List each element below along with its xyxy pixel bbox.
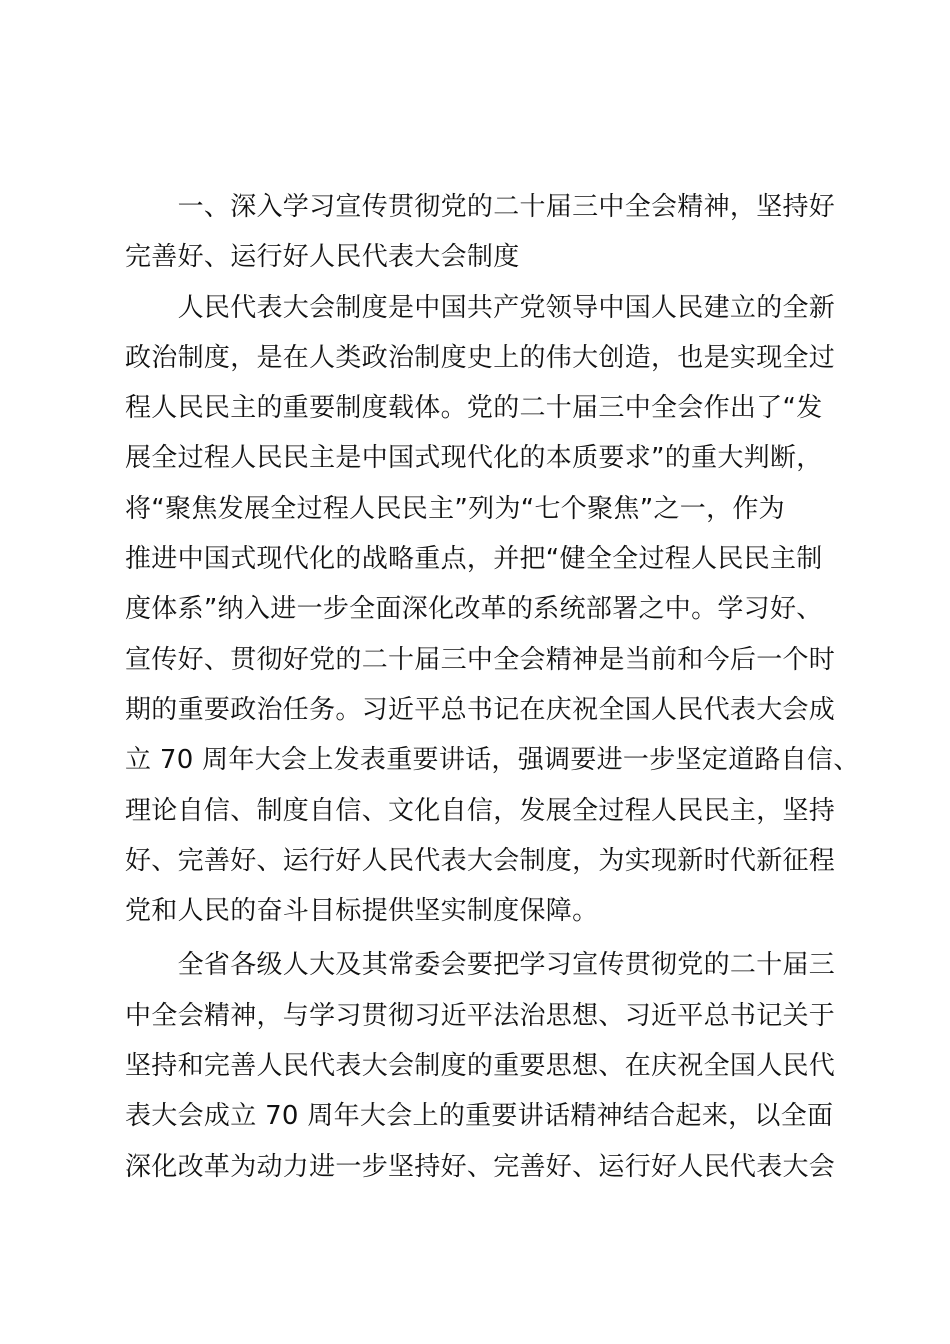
paragraph-line: 程人民民主的重要制度载体。党的二十届三中全会作出了“发 <box>125 393 823 424</box>
paragraph-2 <box>125 940 837 1191</box>
section-heading <box>125 182 837 283</box>
paragraph-1 <box>125 283 860 937</box>
paragraph-line: 表大会成立 70 周年大会上的重要讲话精神结合起来，以全面 <box>125 1101 834 1132</box>
paragraph-line: 党和人民的奋斗目标提供坚实制度保障。 <box>125 896 599 927</box>
paragraph-line: 度体系”纳入进一步全面深化改革的系统部署之中。学习好、 <box>125 594 823 625</box>
paragraph-line: 期的重要政治任务。习近平总书记在庆祝全国人民代表大会成 <box>125 694 836 725</box>
paragraph-line: 中全会精神，与学习贯彻习近平法治思想、习近平总书记关于 <box>125 1000 836 1031</box>
paragraph-line: 人民代表大会制度是中国共产党领导中国人民建立的全新 <box>125 292 836 323</box>
paragraph-line: 立 70 周年大会上发表重要讲话，强调要进一步坚定道路自信、 <box>125 745 860 776</box>
document-body <box>125 182 860 1192</box>
heading-line: 完善好、运行好人民代表大会制度 <box>125 242 520 273</box>
paragraph-line: 深化改革为动力进一步坚持好、完善好、运行好人民代表大会 <box>125 1151 836 1182</box>
paragraph-line: 宣传好、贯彻好党的二十届三中全会精神是当前和今后一个时 <box>125 644 836 675</box>
paragraph-line: 政治制度，是在人类政治制度史上的伟大创造，也是实现全过 <box>125 342 836 373</box>
paragraph-line: 全省各级人大及其常委会要把学习宣传贯彻党的二十届三 <box>125 950 836 981</box>
paragraph-line: 好、完善好、运行好人民代表大会制度，为实现新时代新征程 <box>125 845 836 876</box>
paragraph-line: 展全过程人民民主是中国式现代化的本质要求”的重大判断， <box>125 443 823 474</box>
heading-line: 一、深入学习宣传贯彻党的二十届三中全会精神，坚持好 <box>125 192 836 222</box>
paragraph-line: 坚持和完善人民代表大会制度的重要思想、在庆祝全国人民代 <box>125 1051 836 1082</box>
paragraph-line: 理论自信、制度自信、文化自信，发展全过程人民民主，坚持 <box>125 795 836 826</box>
paragraph-line: 推进中国式现代化的战略重点，并把“健全全过程人民民主制 <box>125 544 823 575</box>
paragraph-line: 将“聚焦发展全过程人民民主”列为“七个聚焦”之一，作为 <box>125 493 785 524</box>
